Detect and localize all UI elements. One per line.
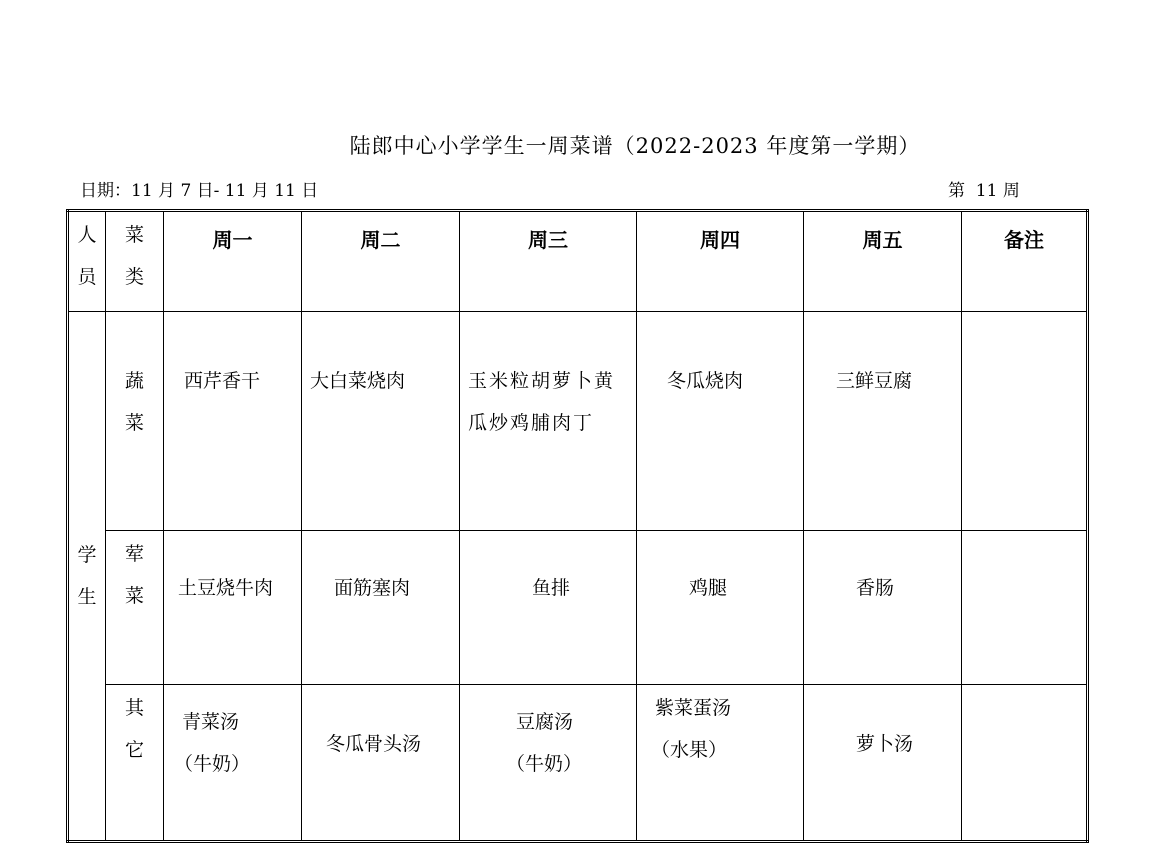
menu-item-note: （牛奶）	[174, 753, 251, 775]
header-person-char-2: 员	[77, 266, 97, 288]
category-other	[106, 685, 164, 842]
menu-cell-notes-meat	[962, 531, 1088, 685]
menu-cell-mon-other	[164, 685, 302, 842]
category-char-2: 菜	[124, 585, 144, 607]
header-monday: 周一	[164, 211, 302, 312]
menu-item: 香肠	[856, 577, 895, 599]
menu-cell-fri-veg	[804, 312, 962, 531]
header-category-char-2: 类	[124, 266, 144, 288]
header-thursday: 周四	[637, 211, 804, 312]
menu-item: 面筋塞肉	[334, 577, 411, 599]
header-category	[106, 211, 164, 312]
menu-cell-fri-other	[804, 685, 962, 842]
table-row-vegetable	[68, 312, 1088, 531]
menu-cell-mon-veg	[164, 312, 302, 531]
menu-item: 鸡腿	[689, 577, 728, 599]
menu-item: 冬瓜烧肉	[667, 370, 744, 392]
header-tuesday: 周二	[302, 211, 460, 312]
menu-cell-thu-other	[637, 685, 804, 842]
group-label-char-1: 学	[77, 544, 97, 566]
menu-item: 萝卜汤	[856, 733, 914, 755]
menu-cell-tue-meat	[302, 531, 460, 685]
menu-cell-thu-meat	[637, 531, 804, 685]
header-person	[68, 211, 106, 312]
category-vegetable	[106, 312, 164, 531]
group-label-student	[68, 312, 106, 842]
menu-item: 土豆烧牛肉	[178, 577, 274, 599]
header-friday: 周五	[804, 211, 962, 312]
menu-item: 紫菜蛋汤	[655, 697, 732, 719]
menu-item-note: （水果）	[651, 739, 728, 761]
menu-cell-notes-veg	[962, 312, 1088, 531]
menu-item: 冬瓜骨头汤	[326, 733, 422, 755]
menu-item: 大白菜烧肉	[310, 370, 406, 392]
header-category-char-1: 菜	[124, 224, 144, 246]
header-person-char-1: 人	[77, 224, 97, 246]
menu-cell-mon-meat	[164, 531, 302, 685]
category-char-2: 菜	[124, 412, 144, 434]
category-meat	[106, 531, 164, 685]
category-char-1: 荤	[124, 543, 144, 565]
menu-item: 青菜汤	[182, 711, 240, 733]
menu-item: 西芹香干	[184, 370, 261, 392]
group-label-char-2: 生	[77, 586, 97, 608]
table-row-meat	[68, 531, 1088, 685]
menu-cell-thu-veg	[637, 312, 804, 531]
menu-table	[66, 209, 1089, 843]
menu-item: 豆腐汤	[516, 711, 574, 733]
menu-cell-tue-veg	[302, 312, 460, 531]
menu-cell-fri-meat	[804, 531, 962, 685]
date-range: 日期：11 月 7 日- 11 月 11 日	[80, 181, 319, 201]
menu-cell-notes-other	[962, 685, 1088, 842]
week-number: 第 11 周	[948, 181, 1020, 201]
menu-item: 玉米粒胡萝卜黄瓜炒鸡脯肉丁	[468, 370, 616, 434]
menu-item-note: （牛奶）	[506, 753, 583, 775]
category-char-2: 它	[124, 739, 144, 761]
table-row-other	[68, 685, 1088, 842]
header-wednesday: 周三	[460, 211, 637, 312]
category-char-1: 其	[124, 697, 144, 719]
category-char-1: 蔬	[124, 370, 144, 392]
menu-item: 鱼排	[531, 577, 570, 599]
menu-cell-wed-other	[460, 685, 637, 842]
menu-cell-tue-other	[302, 685, 460, 842]
header-row	[68, 211, 1088, 312]
menu-cell-wed-veg	[460, 312, 637, 531]
page-title: 陆郎中心小学学生一周菜谱（2022-2023 年度第一学期）	[349, 134, 921, 158]
menu-cell-wed-meat	[460, 531, 637, 685]
menu-item: 三鲜豆腐	[836, 370, 913, 392]
header-notes: 备注	[962, 211, 1088, 312]
